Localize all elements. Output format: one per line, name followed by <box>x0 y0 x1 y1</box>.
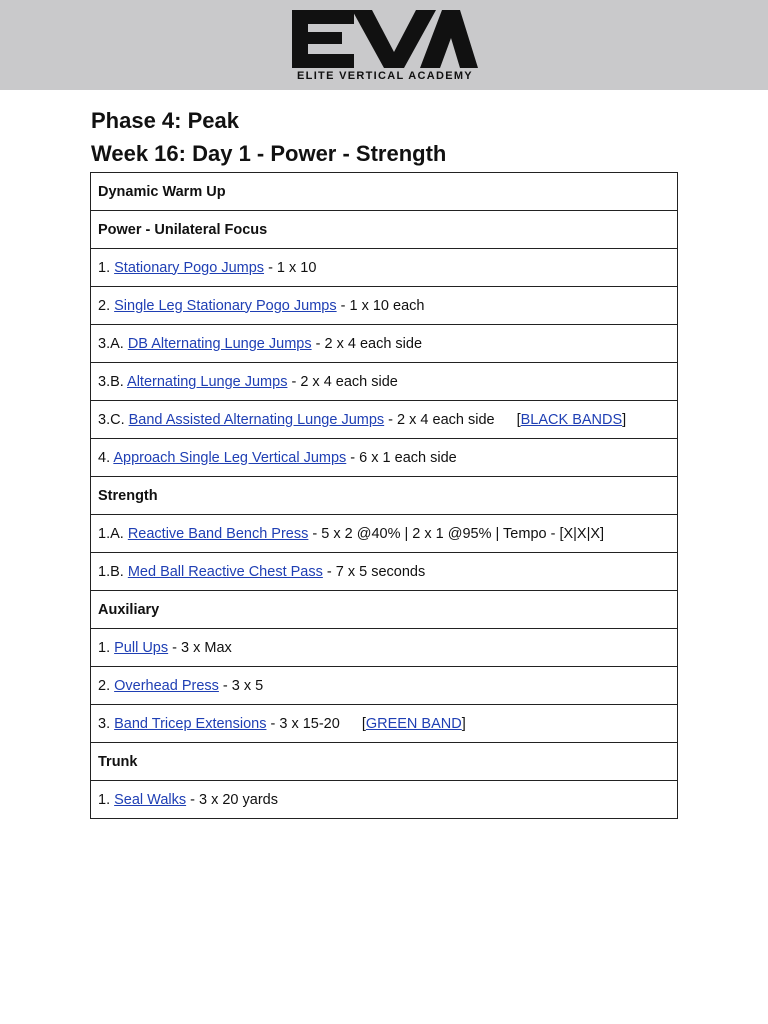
exercise-number: 3.C. <box>98 411 129 428</box>
exercise-row <box>91 401 678 439</box>
section-heading <box>91 591 678 629</box>
exercise-row <box>91 439 678 477</box>
week-title: Week 16: Day 1 - Power - Strength <box>91 141 447 166</box>
section-heading <box>91 211 678 249</box>
exercise-row <box>91 515 678 553</box>
equipment-link[interactable]: BLACK BANDS <box>520 411 623 428</box>
section-heading <box>91 173 678 211</box>
exercise-cell <box>91 249 678 287</box>
exercise-row <box>91 363 678 401</box>
section-row <box>91 591 678 629</box>
exercise-number: 2. <box>98 677 115 694</box>
exercise-cell <box>91 629 678 667</box>
exercise-number: 4. <box>98 449 114 466</box>
section-row <box>91 173 678 211</box>
logo-subtitle: ELITE VERTICAL ACADEMY <box>297 70 473 82</box>
section-label: Auxiliary <box>98 601 160 618</box>
exercise-prescription: - 2 x 4 each side <box>384 411 495 428</box>
exercise-link[interactable]: Med Ball Reactive Chest Pass <box>127 563 323 580</box>
exercise-prescription: - 3 x 5 <box>218 677 264 694</box>
exercise-link[interactable]: Band Tricep Extensions <box>114 715 267 732</box>
section-row <box>91 211 678 249</box>
exercise-link[interactable]: Alternating Lunge Jumps <box>127 373 288 390</box>
section-heading <box>91 743 678 781</box>
exercise-link[interactable]: Reactive Band Bench Press <box>127 525 309 542</box>
eva-logo <box>292 8 478 86</box>
page-header <box>0 0 768 90</box>
exercise-prescription: - 1 x 10 <box>264 259 317 276</box>
exercise-link[interactable]: Approach Single Leg Vertical Jumps <box>113 449 347 466</box>
exercise-link[interactable]: Band Assisted Alternating Lunge Jumps <box>128 411 385 428</box>
exercise-number: 3. <box>98 715 115 732</box>
exercise-cell <box>91 553 678 591</box>
exercise-cell <box>91 781 678 819</box>
exercise-row <box>91 781 678 819</box>
exercise-cell <box>91 667 678 705</box>
exercise-row <box>91 325 678 363</box>
exercise-link[interactable]: Seal Walks <box>114 791 187 808</box>
exercise-row <box>91 629 678 667</box>
exercise-row <box>91 705 678 743</box>
exercise-link[interactable]: Pull Ups <box>114 639 169 656</box>
exercise-row <box>91 249 678 287</box>
section-label: Power - Unilateral Focus <box>98 221 268 238</box>
workout-table <box>90 172 678 819</box>
bracket-open: [ <box>516 411 521 428</box>
phase-title: Phase 4: Peak <box>91 108 239 133</box>
exercise-prescription: - 3 x Max <box>168 639 232 656</box>
bracket-open: [ <box>361 715 366 732</box>
exercise-number: 1. <box>98 639 115 656</box>
exercise-cell <box>91 325 678 363</box>
equipment-link[interactable]: GREEN BAND <box>365 715 462 732</box>
eva-logo-mark <box>292 8 478 68</box>
exercise-row <box>91 667 678 705</box>
exercise-prescription: - 3 x 15-20 <box>266 715 340 732</box>
exercise-link[interactable]: DB Alternating Lunge Jumps <box>127 335 312 352</box>
exercise-number: 3.A. <box>98 335 128 352</box>
exercise-number: 1.A. <box>98 525 128 542</box>
exercise-link[interactable]: Single Leg Stationary Pogo Jumps <box>114 297 337 314</box>
exercise-prescription: - 3 x 20 yards <box>186 791 278 808</box>
exercise-cell <box>91 515 678 553</box>
bracket-close: ] <box>622 411 627 428</box>
exercise-row <box>91 553 678 591</box>
exercise-link[interactable]: Stationary Pogo Jumps <box>114 259 265 276</box>
exercise-cell <box>91 705 678 743</box>
exercise-row <box>91 287 678 325</box>
exercise-number: 1.B. <box>98 563 128 580</box>
exercise-prescription: - 7 x 5 seconds <box>322 563 426 580</box>
exercise-prescription: - 2 x 4 each side <box>311 335 423 352</box>
section-label: Trunk <box>98 753 138 770</box>
exercise-number: 1. <box>98 259 115 276</box>
bracket-close: ] <box>461 715 466 732</box>
exercise-prescription: - 5 x 2 @40% | 2 x 1 @95% | Tempo - [X|X|X] <box>308 525 605 542</box>
section-heading <box>91 477 678 515</box>
exercise-number: 1. <box>98 791 115 808</box>
exercise-prescription: - 6 x 1 each side <box>346 449 457 466</box>
section-row <box>91 477 678 515</box>
exercise-cell <box>91 363 678 401</box>
exercise-link[interactable]: Overhead Press <box>114 677 219 694</box>
exercise-cell <box>91 401 678 439</box>
section-label: Strength <box>98 487 158 504</box>
exercise-cell <box>91 287 678 325</box>
exercise-cell <box>91 439 678 477</box>
exercise-prescription: - 1 x 10 each <box>336 297 425 314</box>
exercise-number: 2. <box>98 297 115 314</box>
exercise-number: 3.B. <box>98 373 128 390</box>
exercise-prescription: - 2 x 4 each side <box>287 373 398 390</box>
section-row <box>91 743 678 781</box>
section-label: Dynamic Warm Up <box>98 183 226 200</box>
